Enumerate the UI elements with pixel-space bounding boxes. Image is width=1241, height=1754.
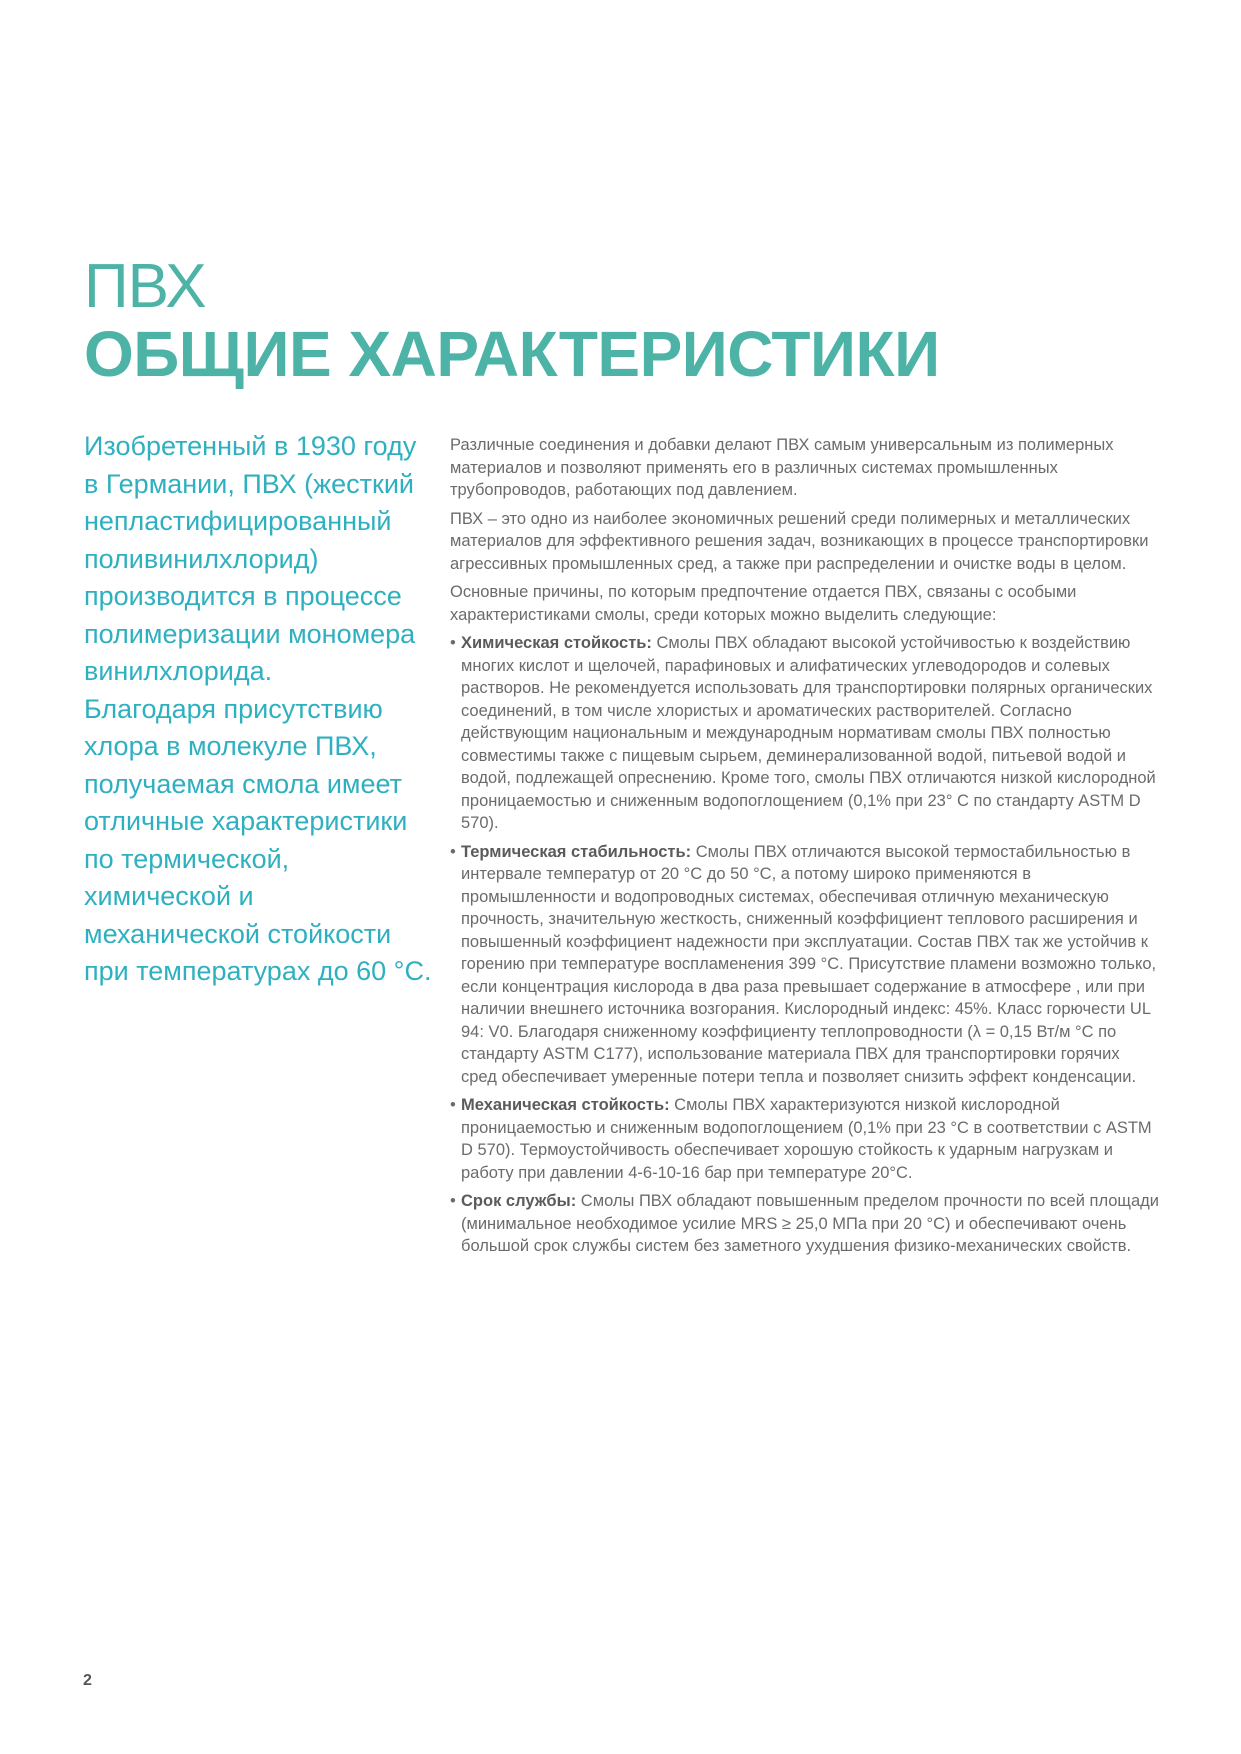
body-text	[450, 434, 1160, 1264]
page-title-line2: ОБЩИЕ ХАРАКТЕРИСТИКИ	[84, 318, 940, 390]
list-item-mechanical-resistance	[450, 1094, 1160, 1184]
bullet-text: Смолы ПВХ обладают высокой устойчивостью к воздействию многих кислот и щелочей, парафиновых и алифатических углеводородов и солевых растворов. Не рекомендуется использовать для транспортировки полярных органических соединений, в том числе хлористых и ароматических растворителей. Согласно действующим национальным и международным нормативам смолы ПВХ полностью совместимы также с пищевым сырьем, деминерализованной водой, питьевой водой и водой, подлежащей опреснению. Кроме того, смолы ПВХ отличаются низкой кислородной проницаемостью и сниженным водопоглощением (0,1% при 23° С по стандарту ASTM D 570).	[461, 634, 1156, 832]
bullet-term: Срок службы:	[461, 1192, 577, 1210]
bullet-text: Смолы ПВХ отличаются высокой термостабильностью в интервале температур от 20 °C до 50 °C, а потому широко применяются в промышленности и водопроводных системах, обеспечивая отличную механическую прочность, значительную жесткость, сниженный коэффициент теплового расширения и повышенный коэффициент надежности при эксплуатации. Состав ПВХ так же устойчив к горению при температуре воспламенения 399 °С. Присутствие пламени возможно только, если концентрация кислорода в два раза превышает содержание в атмосфере , или при наличии внешнего источника возгорания. Кислородный индекс: 45%. Класс горючести UL 94: V0. Благодаря сниженному коэффициенту теплопроводности (λ = 0,15 Вт/м °C по стандарту ASTM C177), использование материала ПВХ для транспортировки горячих сред обеспечивает умеренные потери тепла и позволяет снизить эффект конденсации.	[461, 842, 1157, 1086]
list-item-service-life	[450, 1190, 1160, 1258]
bullet-term: Термическая стабильность:	[461, 842, 692, 861]
lead-paragraph-2: Благодаря присутствию хлора в молекуле ПВХ, получаемая смола имеет отличные характеристики по термической, химической и механической стойкости при температурах до 60 °С.	[84, 693, 432, 986]
body-paragraph-3: Основные причины, по которым предпочтение отдается ПВХ, связаны с особыми характеристиками смолы, среди которых можно выделить следующие:	[450, 583, 1077, 624]
lead-text	[84, 428, 434, 991]
bullet-term: Химическая стойкость:	[461, 634, 652, 652]
bullet-marker: •	[450, 842, 456, 861]
bullet-marker: •	[450, 634, 456, 652]
list-item-chemical-resistance	[450, 632, 1160, 835]
bullet-marker: •	[450, 1192, 456, 1210]
bullet-text: Смолы ПВХ обладают повышенным пределом прочности по всей площади (минимальное необходимое усилие MRS ≥ 25,0 МПа при 20 °C) и обеспечивают очень большой срок службы систем без заметного ухудшения физико-механических свойств.	[461, 1192, 1160, 1255]
bullet-text: Смолы ПВХ характеризуются низкой кислородной проницаемостью и сниженным водопоглощением (0,1% при 23 °C в соответствии с ASTM D 570). Термоустойчивость обеспечивает хорошую стойкость к ударным нагрузкам и работу при давлении 4-6-10-16 бар при температуре 20°C.	[461, 1096, 1152, 1182]
page-title-line1: ПВХ	[84, 252, 206, 321]
list-item-thermal-stability	[450, 841, 1160, 1089]
lead-paragraph-1: Изобретенный в 1930 году в Германии, ПВХ (жесткий непластифицированный поливинилхлорид) производится в процессе полимеризации мономера винилхлорида.	[84, 431, 417, 686]
body-paragraph-1: Различные соединения и добавки делают ПВХ самым универсальным из полимерных материалов и позволяют применять его в различных системах промышленных трубопроводов, работающих под давлением.	[450, 436, 1114, 499]
body-paragraph-2: ПВХ – это одно из наиболее экономичных решений среди полимерных и металлических материалов для эффективного решения задач, возникающих в процессе транспортировки агрессивных промышленных сред, а также при распределении и очистке воды в целом.	[450, 509, 1149, 573]
page-number: 2	[83, 1672, 92, 1689]
bullet-marker: •	[450, 1096, 456, 1114]
bullet-term: Механическая стойкость:	[461, 1096, 670, 1114]
characteristics-list	[450, 632, 1160, 1258]
